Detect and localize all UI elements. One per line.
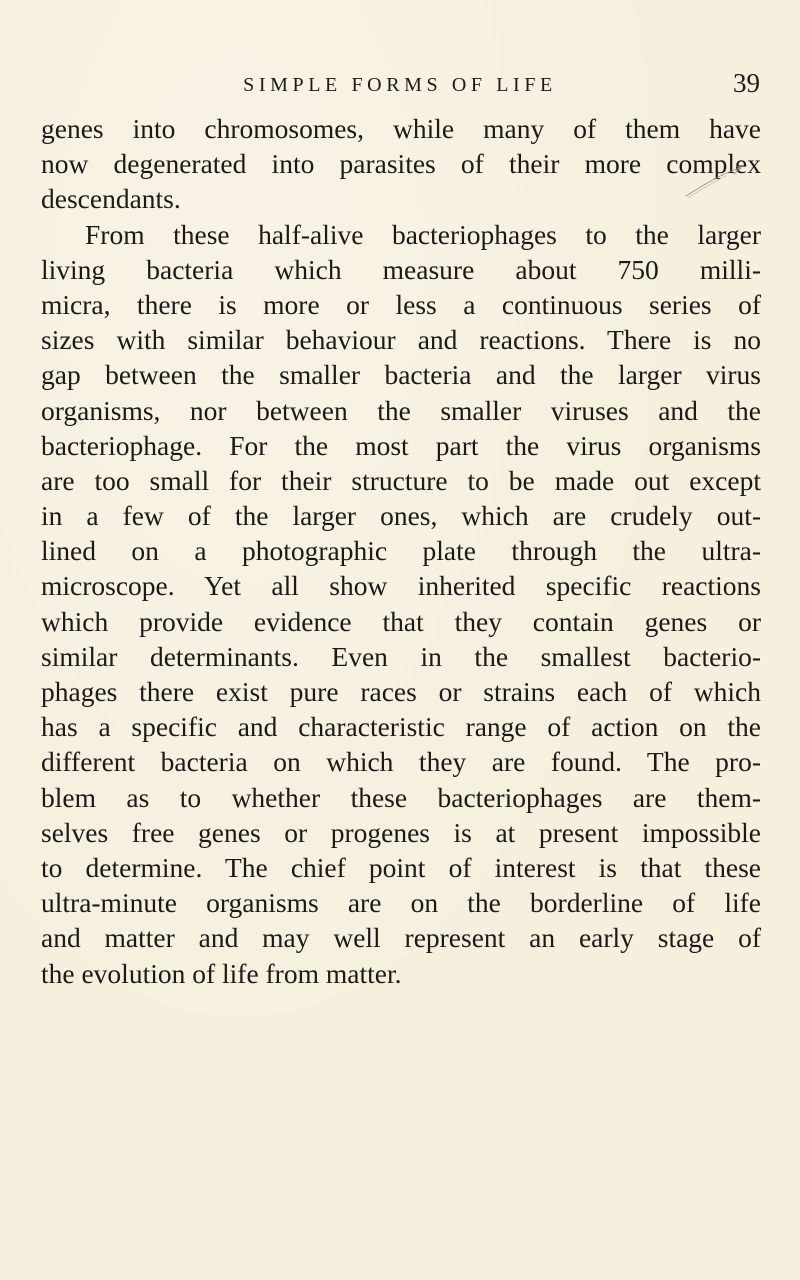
text-line: has a specific and characteristic range of action on the: [41, 711, 761, 743]
text-line: phages there exist pure races or strains each of which: [41, 676, 761, 707]
text-line: selves free genes or progenes is at present impossible: [41, 816, 761, 848]
text-line: gap between the smaller bacteria and the larger virus: [41, 359, 761, 391]
text-line: ultra-minute organisms are on the borderline of life: [41, 887, 761, 919]
text-line: are too small for their structure to be made out except: [41, 464, 761, 496]
text-line: micra, there is more or less a continuous series of: [41, 288, 761, 320]
text-line: now degenerated into parasites of their more complex: [41, 148, 761, 180]
pencil-mark: [684, 160, 744, 200]
text-line: bacteriophage. For the most part the virus organisms: [41, 429, 761, 461]
running-title: SIMPLE FORMS OF LIFE: [243, 74, 557, 96]
text-line: sizes with similar behaviour and reactions. There is no: [41, 324, 761, 356]
text-line: descendants.: [41, 183, 181, 215]
text-line: From these half-alive bacteriophages to the larger: [85, 218, 761, 250]
body-text: [41, 111, 761, 991]
text-line: the evolution of life from matter.: [41, 957, 402, 989]
text-line: different bacteria on which they are found. The pro-: [41, 746, 761, 778]
text-line: to determine. The chief point of interest is that these: [41, 851, 761, 883]
page-number: 39: [733, 68, 760, 98]
text-line: organisms, nor between the smaller viruses and the: [41, 394, 761, 426]
text-line: living bacteria which measure about 750 milli-: [41, 253, 761, 285]
text-line: blem as to whether these bacteriophages are them-: [41, 781, 761, 813]
text-line: which provide evidence that they contain genes or: [41, 605, 761, 637]
text-line: and matter and may well represent an early stage of: [41, 922, 761, 954]
running-head: [40, 66, 760, 106]
text-line: genes into chromosomes, while many of them have: [41, 113, 761, 144]
text-line: similar determinants. Even in the smallest bacterio-: [41, 640, 761, 672]
text-line: lined on a photographic plate through the ultra-: [41, 535, 761, 567]
text-line: microscope. Yet all show inherited specific reactions: [41, 570, 761, 602]
text-line: in a few of the larger ones, which are crudely out-: [41, 500, 761, 532]
